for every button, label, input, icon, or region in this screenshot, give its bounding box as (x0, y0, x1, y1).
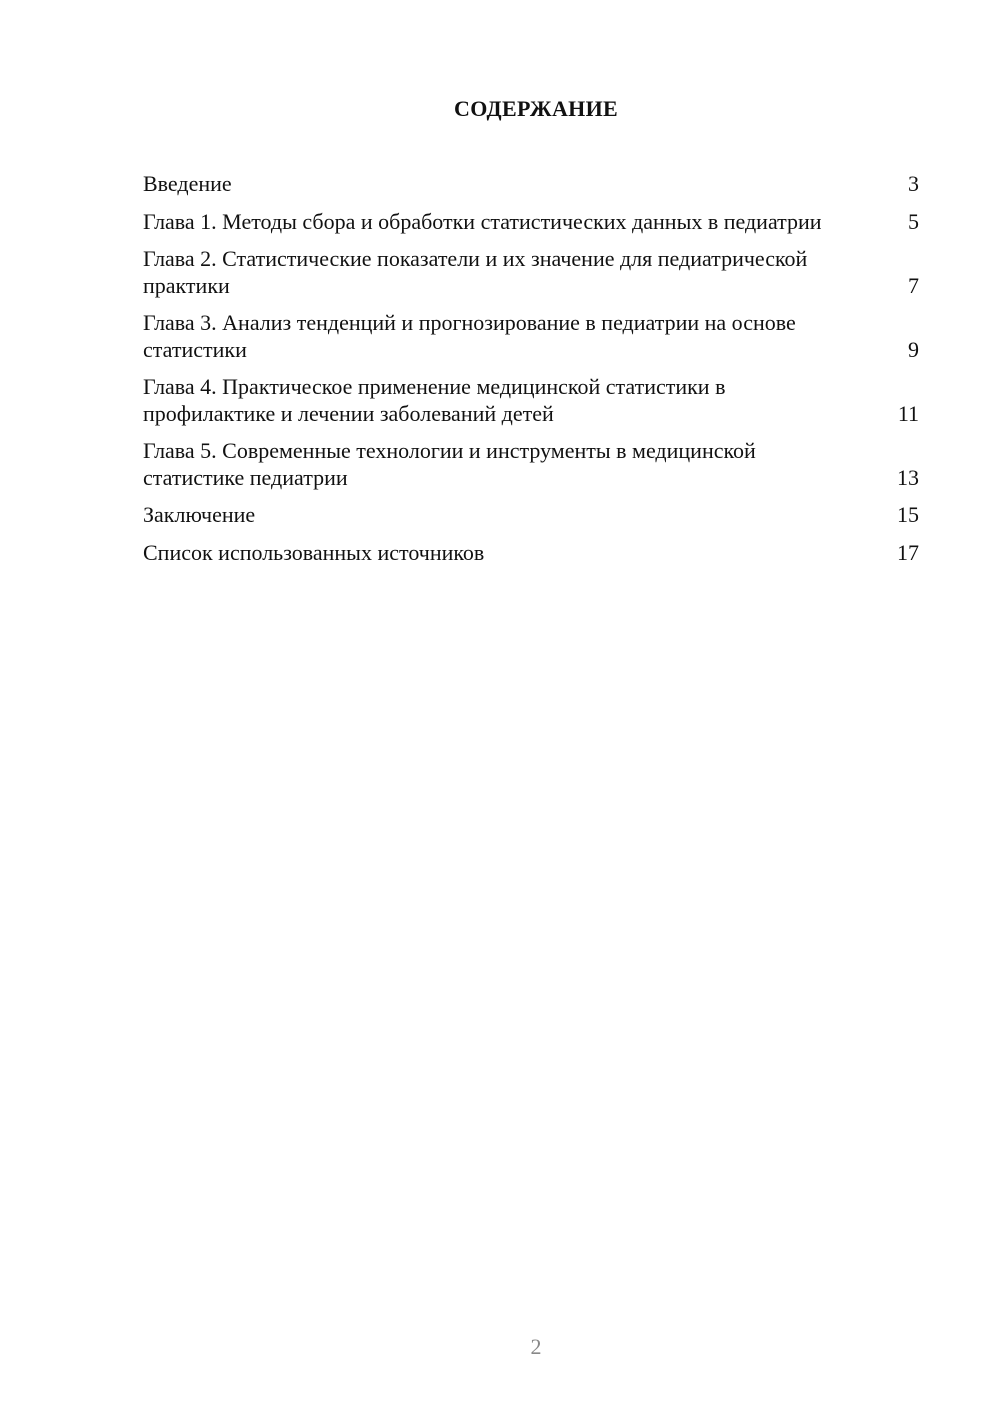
toc-entry-text: Заключение (143, 502, 256, 527)
toc-entry-text: Глава 5. Современные технологии и инструменты в медицинской статистике педиатрии (143, 438, 756, 490)
page-number: 2 (530, 1334, 542, 1359)
toc-entry-page: 7 (908, 272, 919, 298)
table-of-contents (143, 171, 919, 577)
toc-entry-page: 15 (897, 502, 919, 527)
toc-entry-introduction (143, 171, 919, 198)
toc-entry-chapter-4 (143, 374, 919, 427)
toc-entry-text: Глава 4. Практическое применение медицинской статистики в профилактике и лечении заболеваний детей (143, 374, 726, 426)
toc-entry-text: Глава 3. Анализ тенденций и прогнозирование в педиатрии на основе статистики (143, 310, 796, 362)
toc-entry-references (143, 540, 919, 567)
toc-entry-chapter-5 (143, 438, 919, 491)
toc-entry-text: Список использованных источников (143, 539, 485, 565)
toc-entry-chapter-1 (143, 209, 919, 236)
toc-entry-text: Введение (143, 171, 232, 196)
toc-entry-page: 3 (908, 171, 919, 196)
toc-entry-chapter-2 (143, 246, 919, 299)
toc-entry-page: 17 (897, 539, 919, 565)
toc-entry-text: Глава 1. Методы сбора и обработки статистических данных в педиатрии (143, 208, 822, 234)
toc-entry-page: 9 (908, 336, 919, 362)
toc-entry-page: 5 (908, 208, 919, 234)
toc-entry-text: Глава 2. Статистические показатели и их значение для педиатрической практики (143, 246, 808, 298)
page-title: СОДЕРЖАНИЕ (454, 96, 618, 121)
toc-entry-page: 13 (897, 464, 919, 490)
toc-entry-page: 11 (897, 400, 919, 426)
toc-entry-chapter-3 (143, 310, 919, 363)
toc-entry-conclusion (143, 502, 919, 529)
